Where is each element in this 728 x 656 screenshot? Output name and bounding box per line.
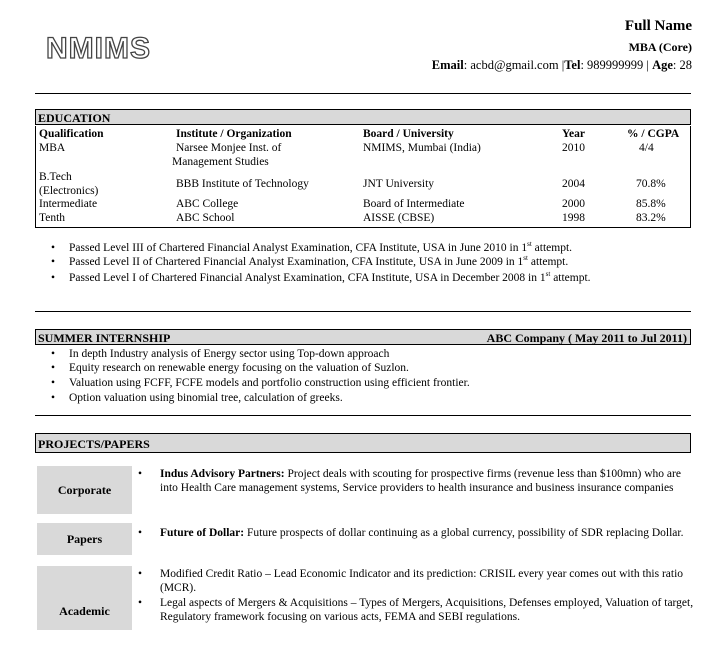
degree: MBA (Core): [628, 40, 692, 54]
email-label: Email: [431, 58, 464, 72]
contact-line: Email: acbd@gmail.com |Tel: 989999999 | Age: 28: [431, 58, 692, 72]
bullet-icon: •: [138, 568, 143, 580]
bullet-icon: •: [138, 597, 143, 609]
row-intermediate-score: 85.8%: [636, 198, 666, 210]
internship-item: • In depth Industry analysis of Energy sector using Top-down approach: [51, 348, 390, 360]
row-tenth-qualification: Tenth: [39, 212, 66, 224]
bullet-icon: •: [138, 527, 143, 539]
row-btech-score: 70.8%: [636, 178, 666, 190]
project-corporate: • Indus Advisory Partners: Project deals with scouting for prospective firms (revenue less than $100mn) who are into Health Care management systems, Service providers to health insurance and business insurance companies: [138, 468, 681, 494]
internship-item: • Option valuation using binomial tree, calculation of greeks.: [51, 392, 343, 404]
section-divider: [35, 311, 691, 312]
row-mba-institute-2: Management Studies: [172, 156, 269, 168]
col-board: Board / University: [363, 128, 454, 140]
row-mba-year: 2010: [562, 142, 585, 154]
bullet-icon: •: [51, 362, 56, 374]
row-intermediate-year: 2000: [562, 198, 585, 210]
row-mba-board: NMIMS, Mumbai (India): [363, 142, 481, 154]
internship-title: SUMMER INTERNSHIP: [38, 331, 171, 345]
bullet-icon: •: [138, 468, 143, 480]
row-btech-year: 2004: [562, 178, 585, 190]
row-mba-score: 4/4: [639, 142, 654, 154]
row-tenth-board: AISSE (CBSE): [363, 212, 435, 224]
row-tenth-institute: ABC School: [176, 212, 235, 224]
row-btech-qualification: B.Tech: [39, 171, 72, 183]
project-academic-1: • Modified Credit Ratio – Lead Economic Indicator and its prediction: CRISIL every year comes out with this ratio (MCR).: [138, 568, 684, 594]
education-table: [35, 126, 691, 228]
logo-text: NMIMS: [46, 32, 151, 65]
row-intermediate-qualification: Intermediate: [39, 198, 98, 210]
internship-company: ABC Company ( May 2011 to Jul 2011): [486, 331, 687, 345]
email-value[interactable]: acbd@gmail.com: [470, 58, 559, 72]
row-intermediate-board: Board of Intermediate: [363, 198, 465, 210]
row-tenth-year: 1998: [562, 212, 585, 224]
project-papers: • Future of Dollar: Future prospects of dollar continuing as a global currency, possibility of SDR replacing Dollar.: [138, 527, 684, 539]
row-mba-institute: Narsee Monjee Inst. of: [176, 142, 282, 154]
full-name: Full Name: [624, 18, 692, 34]
cfa-level-2: • Passed Level II of Chartered Financial Analyst Examination, CFA Institute, USA in June 2009 in 1st attempt.: [51, 254, 569, 268]
bullet-icon: •: [51, 242, 56, 254]
bullet-icon: •: [51, 256, 56, 268]
projects-heading: [35, 433, 691, 453]
section-divider: [35, 415, 691, 416]
col-qualification: Qualification: [39, 128, 104, 140]
cfa-level-1: • Passed Level I of Chartered Financial Analyst Examination, CFA Institute, USA in December 2008 in 1st attempt.: [51, 270, 591, 284]
header-divider: [35, 93, 691, 94]
row-mba-qualification: MBA: [39, 142, 66, 154]
age-value: 28: [679, 58, 692, 72]
education-title: EDUCATION: [38, 111, 111, 125]
project-academic-2: • Legal aspects of Mergers & Acquisitions – Types of Mergers, Acquisitions, Defenses employed, Valuation of target, Regulatory framework focusing on various acts, FEMA and SEBI regulations.: [138, 597, 694, 623]
tel-label: Tel: [564, 58, 581, 72]
education-heading: [35, 109, 691, 125]
row-btech-board: JNT University: [363, 178, 435, 190]
col-institute: Institute / Organization: [176, 128, 292, 140]
bullet-icon: •: [51, 392, 56, 404]
bullet-icon: •: [51, 377, 56, 389]
col-year: Year: [562, 128, 585, 140]
tag-academic: Academic: [37, 566, 132, 630]
row-tenth-score: 83.2%: [636, 212, 666, 224]
internship-item: • Valuation using FCFF, FCFE models and portfolio construction using efficient frontier.: [51, 377, 470, 389]
bullet-icon: •: [51, 272, 56, 284]
tel-value: 989999999: [587, 58, 644, 72]
nmims-logo: [46, 32, 151, 66]
tag-corporate: Corporate: [37, 466, 132, 514]
row-btech-qualification-2: (Electronics): [39, 185, 99, 197]
age-label: Age: [652, 58, 673, 72]
internship-heading: [35, 329, 691, 345]
internship-item: • Equity research on renewable energy focusing on the valuation of Suzlon.: [51, 362, 409, 374]
row-intermediate-institute: ABC College: [176, 198, 239, 210]
col-score: % / CGPA: [627, 128, 680, 140]
tag-papers: Papers: [37, 523, 132, 555]
cfa-level-3: • Passed Level III of Chartered Financial Analyst Examination, CFA Institute, USA in June 2010 in 1st attempt.: [51, 240, 573, 254]
row-btech-institute: BBB Institute of Technology: [176, 178, 309, 190]
bullet-icon: •: [51, 348, 56, 360]
projects-title: PROJECTS/PAPERS: [38, 437, 150, 451]
